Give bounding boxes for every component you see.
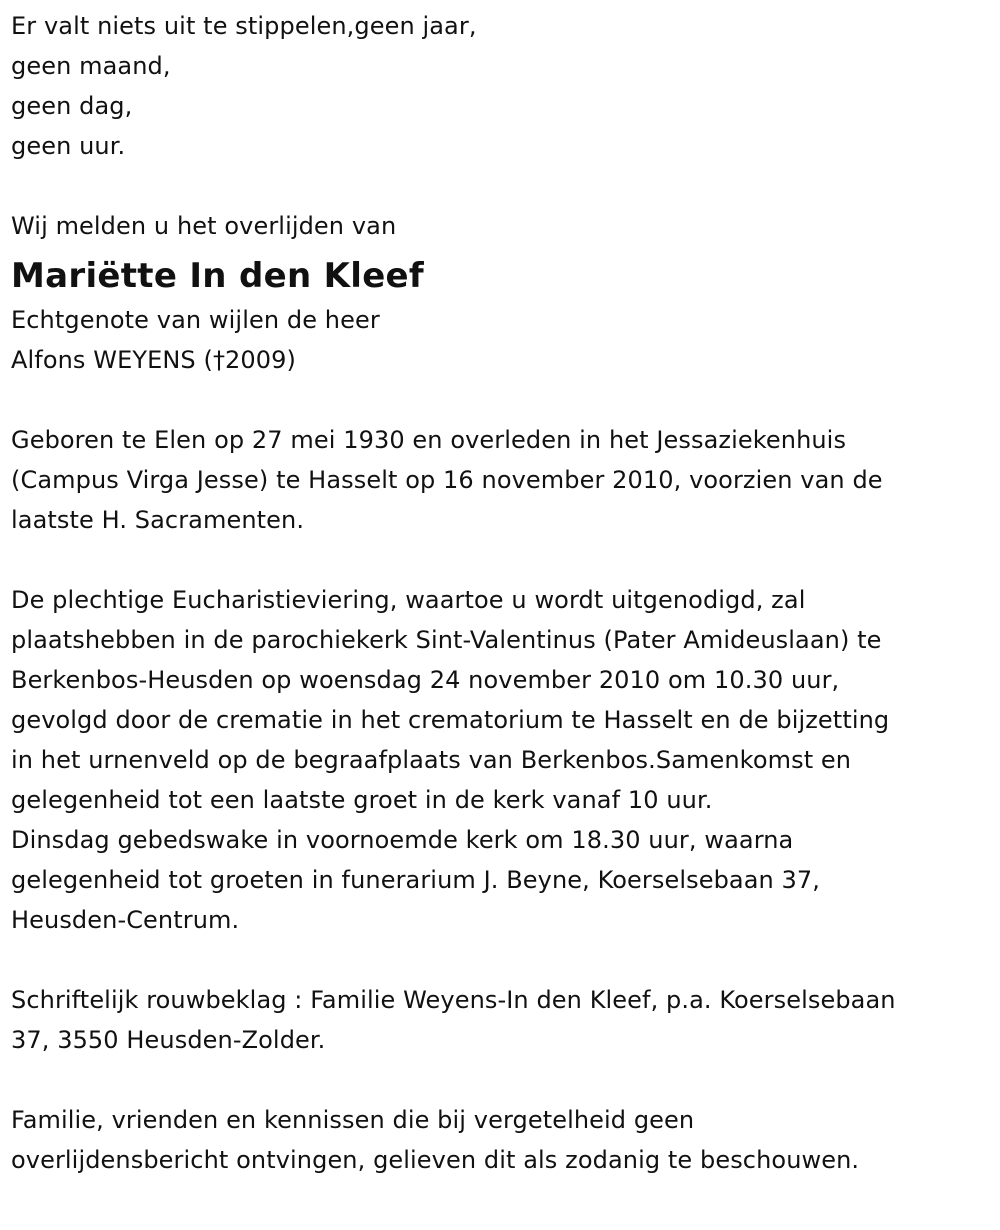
birth-death-paragraph <box>11 420 991 540</box>
spacer <box>11 166 991 206</box>
obituary-notice <box>11 6 991 1180</box>
paragraph-line: Heusden-Centrum. <box>11 906 240 934</box>
announcement-text: Wij melden u het overlijden van <box>11 212 397 240</box>
spacer <box>11 1060 991 1100</box>
spouse-line: Echtgenote van wijlen de heer <box>11 306 380 334</box>
paragraph-line: in het urnenveld op de begraafplaats van Berkenbos.Samenkomst en <box>11 746 852 774</box>
paragraph-line: gelegenheid tot groeten in funerarium J. Beyne, Koerselsebaan 37, <box>11 866 821 894</box>
paragraph-line: Schriftelijk rouwbeklag : Familie Weyens-In den Kleef, p.a. Koerselsebaan <box>11 986 896 1014</box>
poem-line: geen uur. <box>11 132 126 160</box>
paragraph-line: Berkenbos-Heusden op woensdag 24 november 2010 om 10.30 uur, <box>11 666 840 694</box>
poem-block <box>11 6 991 166</box>
spouse-block <box>11 300 991 380</box>
paragraph-line: De plechtige Eucharistieviering, waartoe u wordt uitgenodigd, zal <box>11 586 806 614</box>
spacer <box>11 540 991 580</box>
paragraph-line: 37, 3550 Heusden-Zolder. <box>11 1026 326 1054</box>
spacer <box>11 380 991 420</box>
poem-line: Er valt niets uit te stippelen,geen jaar, <box>11 12 477 40</box>
closing-paragraph <box>11 1100 991 1180</box>
paragraph-line: plaatshebben in de parochiekerk Sint-Valentinus (Pater Amideuslaan) te <box>11 626 882 654</box>
paragraph-line: Geboren te Elen op 27 mei 1930 en overleden in het Jessaziekenhuis <box>11 426 847 454</box>
spacer <box>11 940 991 980</box>
ceremony-paragraph <box>11 580 991 940</box>
paragraph-line: gelegenheid tot een laatste groet in de kerk vanaf 10 uur. <box>11 786 713 814</box>
paragraph-line: overlijdensbericht ontvingen, gelieven dit als zodanig te beschouwen. <box>11 1146 860 1174</box>
paragraph-line: gevolgd door de crematie in het crematorium te Hasselt en de bijzetting <box>11 706 890 734</box>
condolences-paragraph <box>11 980 991 1060</box>
paragraph-line: Dinsdag gebedswake in voornoemde kerk om 18.30 uur, waarna <box>11 826 794 854</box>
paragraph-line: (Campus Virga Jesse) te Hasselt op 16 november 2010, voorzien van de <box>11 466 883 494</box>
paragraph-line: laatste H. Sacramenten. <box>11 506 305 534</box>
deceased-name: Mariëtte In den Kleef <box>11 256 425 296</box>
poem-line: geen maand, <box>11 52 171 80</box>
poem-line: geen dag, <box>11 92 133 120</box>
spouse-line: Alfons WEYENS (†2009) <box>11 346 297 374</box>
paragraph-line: Familie, vrienden en kennissen die bij vergetelheid geen <box>11 1106 695 1134</box>
